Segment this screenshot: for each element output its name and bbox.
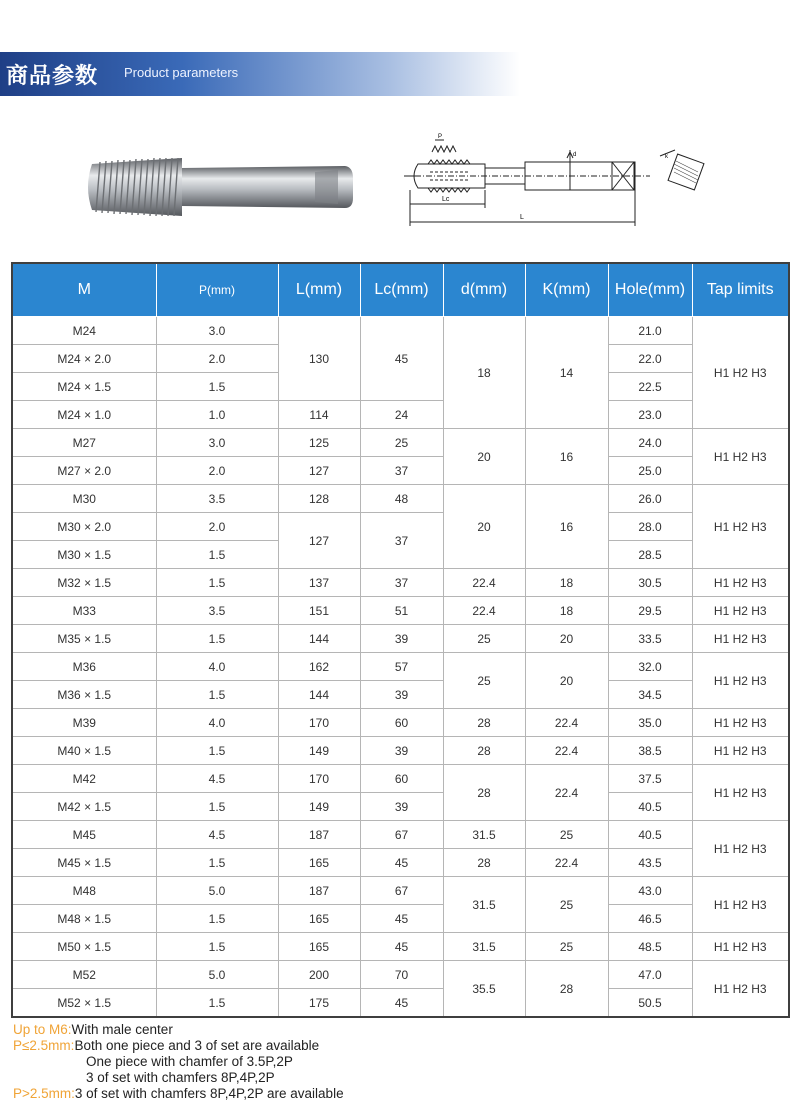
cell-lc: 39 (360, 793, 443, 821)
cell-p: 3.5 (156, 485, 278, 513)
cell-m: M45 × 1.5 (12, 849, 156, 877)
table-row (12, 793, 789, 821)
cell-hole: 26.0 (608, 485, 692, 513)
cell-d: 28 (443, 849, 525, 877)
cell-lc: 39 (360, 737, 443, 765)
cell-p: 2.0 (156, 513, 278, 541)
cell-lc: 45 (360, 905, 443, 933)
cell-k: 16 (525, 485, 608, 569)
cell-m: M30 × 1.5 (12, 541, 156, 569)
cell-lc: 39 (360, 625, 443, 653)
cell-tap: H1 H2 H3 (692, 933, 789, 961)
cell-hole: 25.0 (608, 457, 692, 485)
cell-lc: 45 (360, 989, 443, 1018)
table-row (12, 457, 789, 485)
note-label-p-le: P≤2.5mm: (13, 1038, 75, 1053)
cell-lc: 48 (360, 485, 443, 513)
cell-k: 25 (525, 877, 608, 933)
cell-hole: 22.0 (608, 345, 692, 373)
note-text: 3 of set with chamfers 8P,4P,2P are available (74, 1086, 344, 1101)
cell-tap: H1 H2 H3 (692, 961, 789, 1018)
cell-k: 20 (525, 625, 608, 653)
cell-hole: 46.5 (608, 905, 692, 933)
table-row (12, 877, 789, 905)
cell-d: 31.5 (443, 821, 525, 849)
cell-tap: H1 H2 H3 (692, 877, 789, 933)
cell-p: 4.0 (156, 709, 278, 737)
note-line-4: 3 of set with chamfers 8P,4P,2P (86, 1070, 275, 1085)
cell-lc: 60 (360, 765, 443, 793)
table-row (12, 625, 789, 653)
col-header-k: K(mm) (525, 263, 608, 317)
cell-l: 149 (278, 737, 360, 765)
cell-tap: H1 H2 H3 (692, 765, 789, 821)
note-line-3: One piece with chamfer of 3.5P,2P (86, 1054, 293, 1069)
section-header-banner (0, 52, 520, 96)
note-line-2 (13, 1038, 344, 1054)
cell-p: 3.5 (156, 597, 278, 625)
cell-m: M36 × 1.5 (12, 681, 156, 709)
cell-d: 28 (443, 709, 525, 737)
col-header-m: M (12, 263, 156, 317)
cell-k: 22.4 (525, 765, 608, 821)
cell-d: 25 (443, 653, 525, 709)
table-header-row (12, 263, 789, 317)
cell-l: 165 (278, 849, 360, 877)
cell-l: 170 (278, 709, 360, 737)
cell-hole: 24.0 (608, 429, 692, 457)
cell-p: 2.0 (156, 457, 278, 485)
cell-tap: H1 H2 H3 (692, 485, 789, 569)
cell-hole: 33.5 (608, 625, 692, 653)
cell-p: 3.0 (156, 429, 278, 457)
col-header-lc: Lc(mm) (360, 263, 443, 317)
section-title-cn: 商品参数 (6, 64, 99, 89)
cell-lc: 67 (360, 821, 443, 849)
cell-l: 144 (278, 681, 360, 709)
cell-k: 14 (525, 317, 608, 429)
drawing-label-d: d (573, 152, 577, 158)
cell-l: 175 (278, 989, 360, 1018)
cell-hole: 28.0 (608, 513, 692, 541)
cell-m: M27 × 2.0 (12, 457, 156, 485)
cell-d: 22.4 (443, 569, 525, 597)
cell-m: M32 × 1.5 (12, 569, 156, 597)
col-header-hole: Hole(mm) (608, 263, 692, 317)
usage-notes (13, 1022, 344, 1102)
table-row (12, 933, 789, 961)
cell-lc: 25 (360, 429, 443, 457)
note-text: With male center (71, 1022, 173, 1037)
table-row (12, 317, 789, 345)
table-row (12, 989, 789, 1018)
cell-p: 1.5 (156, 541, 278, 569)
cell-d: 22.4 (443, 597, 525, 625)
cell-p: 1.5 (156, 373, 278, 401)
cell-p: 4.5 (156, 765, 278, 793)
cell-k: 22.4 (525, 737, 608, 765)
col-header-p: P(mm) (156, 263, 278, 317)
col-header-d: d(mm) (443, 263, 525, 317)
cell-lc: 37 (360, 569, 443, 597)
cell-d: 31.5 (443, 877, 525, 933)
cell-l: 162 (278, 653, 360, 681)
drawing-label-k: k (665, 154, 668, 160)
cell-tap: H1 H2 H3 (692, 653, 789, 709)
table-row (12, 569, 789, 597)
cell-lc: 45 (360, 317, 443, 401)
cell-hole: 40.5 (608, 793, 692, 821)
note-line-5 (13, 1086, 344, 1102)
cell-hole: 34.5 (608, 681, 692, 709)
cell-hole: 29.5 (608, 597, 692, 625)
cell-m: M24 (12, 317, 156, 345)
drawing-label-lc: Lc (442, 196, 450, 203)
cell-hole: 30.5 (608, 569, 692, 597)
cell-tap: H1 H2 H3 (692, 709, 789, 737)
cell-p: 5.0 (156, 877, 278, 905)
drawing-label-p: P (438, 134, 443, 140)
cell-lc: 51 (360, 597, 443, 625)
cell-k: 22.4 (525, 709, 608, 737)
cell-p: 3.0 (156, 317, 278, 345)
cell-m: M27 (12, 429, 156, 457)
cell-l: 187 (278, 821, 360, 849)
cell-d: 28 (443, 765, 525, 821)
cell-hole: 21.0 (608, 317, 692, 345)
cell-l: 137 (278, 569, 360, 597)
table-row (12, 737, 789, 765)
table-row (12, 401, 789, 429)
cell-tap: H1 H2 H3 (692, 429, 789, 485)
cell-d: 18 (443, 317, 525, 429)
cell-lc: 57 (360, 653, 443, 681)
cell-l: 114 (278, 401, 360, 429)
cell-p: 1.5 (156, 849, 278, 877)
cell-tap: H1 H2 H3 (692, 625, 789, 653)
cell-d: 20 (443, 429, 525, 485)
table-row (12, 513, 789, 541)
cell-lc: 67 (360, 877, 443, 905)
cell-p: 1.5 (156, 569, 278, 597)
cell-p: 1.5 (156, 737, 278, 765)
cell-l: 165 (278, 933, 360, 961)
cell-p: 4.0 (156, 653, 278, 681)
cell-hole: 43.5 (608, 849, 692, 877)
cell-l: 200 (278, 961, 360, 989)
cell-hole: 43.0 (608, 877, 692, 905)
table-row (12, 681, 789, 709)
cell-m: M30 × 2.0 (12, 513, 156, 541)
table-row (12, 709, 789, 737)
cell-p: 5.0 (156, 961, 278, 989)
cell-l: 127 (278, 513, 360, 569)
cell-m: M45 (12, 821, 156, 849)
cell-lc: 60 (360, 709, 443, 737)
note-label-up-to-m6: Up to M6: (13, 1022, 72, 1037)
cell-d: 25 (443, 625, 525, 653)
table-row (12, 849, 789, 877)
cell-p: 1.5 (156, 905, 278, 933)
cell-hole: 23.0 (608, 401, 692, 429)
cell-lc: 24 (360, 401, 443, 429)
table-row (12, 961, 789, 989)
cell-hole: 37.5 (608, 765, 692, 793)
cell-m: M24 × 2.0 (12, 345, 156, 373)
cell-m: M52 (12, 961, 156, 989)
cell-l: 149 (278, 793, 360, 821)
cell-hole: 28.5 (608, 541, 692, 569)
cell-d: 28 (443, 737, 525, 765)
cell-m: M39 (12, 709, 156, 737)
cell-l: 130 (278, 317, 360, 401)
cell-m: M35 × 1.5 (12, 625, 156, 653)
cell-lc: 37 (360, 457, 443, 485)
cell-m: M30 (12, 485, 156, 513)
note-line-1 (13, 1022, 344, 1038)
cell-lc: 39 (360, 681, 443, 709)
cell-hole: 22.5 (608, 373, 692, 401)
cell-p: 1.5 (156, 681, 278, 709)
cell-m: M52 × 1.5 (12, 989, 156, 1018)
table-row (12, 429, 789, 457)
cell-hole: 38.5 (608, 737, 692, 765)
cell-p: 2.0 (156, 345, 278, 373)
drawing-label-l: L (520, 214, 524, 221)
product-parameters-table (11, 262, 790, 1018)
col-header-l: L(mm) (278, 263, 360, 317)
cell-p: 1.5 (156, 989, 278, 1018)
table-row (12, 653, 789, 681)
cell-hole: 40.5 (608, 821, 692, 849)
cell-l: 125 (278, 429, 360, 457)
cell-p: 1.5 (156, 933, 278, 961)
cell-d: 35.5 (443, 961, 525, 1018)
cell-m: M24 × 1.0 (12, 401, 156, 429)
cell-d: 20 (443, 485, 525, 569)
cell-m: M36 (12, 653, 156, 681)
cell-l: 165 (278, 905, 360, 933)
note-text: Both one piece and 3 of set are available (74, 1038, 320, 1053)
cell-m: M42 (12, 765, 156, 793)
cell-l: 151 (278, 597, 360, 625)
cell-lc: 45 (360, 933, 443, 961)
cell-p: 1.5 (156, 625, 278, 653)
cell-lc: 70 (360, 961, 443, 989)
cell-k: 18 (525, 569, 608, 597)
cell-tap: H1 H2 H3 (692, 821, 789, 877)
cell-hole: 48.5 (608, 933, 692, 961)
cell-lc: 37 (360, 513, 443, 569)
cell-m: M48 (12, 877, 156, 905)
cell-k: 25 (525, 821, 608, 849)
cell-p: 4.5 (156, 821, 278, 849)
cell-lc: 45 (360, 849, 443, 877)
tap-technical-drawing (390, 128, 710, 232)
cell-k: 28 (525, 961, 608, 1018)
table-row (12, 905, 789, 933)
cell-hole: 32.0 (608, 653, 692, 681)
cell-m: M33 (12, 597, 156, 625)
cell-tap: H1 H2 H3 (692, 569, 789, 597)
table-row (12, 765, 789, 793)
cell-hole: 47.0 (608, 961, 692, 989)
section-title-en: Product parameters (124, 65, 239, 80)
cell-l: 187 (278, 877, 360, 905)
cell-d: 31.5 (443, 933, 525, 961)
cell-m: M42 × 1.5 (12, 793, 156, 821)
table-row (12, 485, 789, 513)
cell-tap: H1 H2 H3 (692, 597, 789, 625)
note-label-p-gt: P>2.5mm: (13, 1086, 75, 1101)
cell-k: 18 (525, 597, 608, 625)
cell-k: 22.4 (525, 849, 608, 877)
cell-k: 16 (525, 429, 608, 485)
cell-l: 127 (278, 457, 360, 485)
cell-hole: 50.5 (608, 989, 692, 1018)
cell-k: 20 (525, 653, 608, 709)
cell-l: 128 (278, 485, 360, 513)
cell-hole: 35.0 (608, 709, 692, 737)
cell-m: M48 × 1.5 (12, 905, 156, 933)
cell-tap: H1 H2 H3 (692, 317, 789, 429)
tap-product-photo (70, 140, 370, 230)
col-header-tap-limits: Tap limits (692, 263, 789, 317)
cell-tap: H1 H2 H3 (692, 737, 789, 765)
cell-m: M24 × 1.5 (12, 373, 156, 401)
cell-l: 144 (278, 625, 360, 653)
cell-l: 170 (278, 765, 360, 793)
cell-k: 25 (525, 933, 608, 961)
table-row (12, 597, 789, 625)
table-row (12, 821, 789, 849)
cell-p: 1.5 (156, 793, 278, 821)
cell-m: M40 × 1.5 (12, 737, 156, 765)
cell-m: M50 × 1.5 (12, 933, 156, 961)
cell-p: 1.0 (156, 401, 278, 429)
